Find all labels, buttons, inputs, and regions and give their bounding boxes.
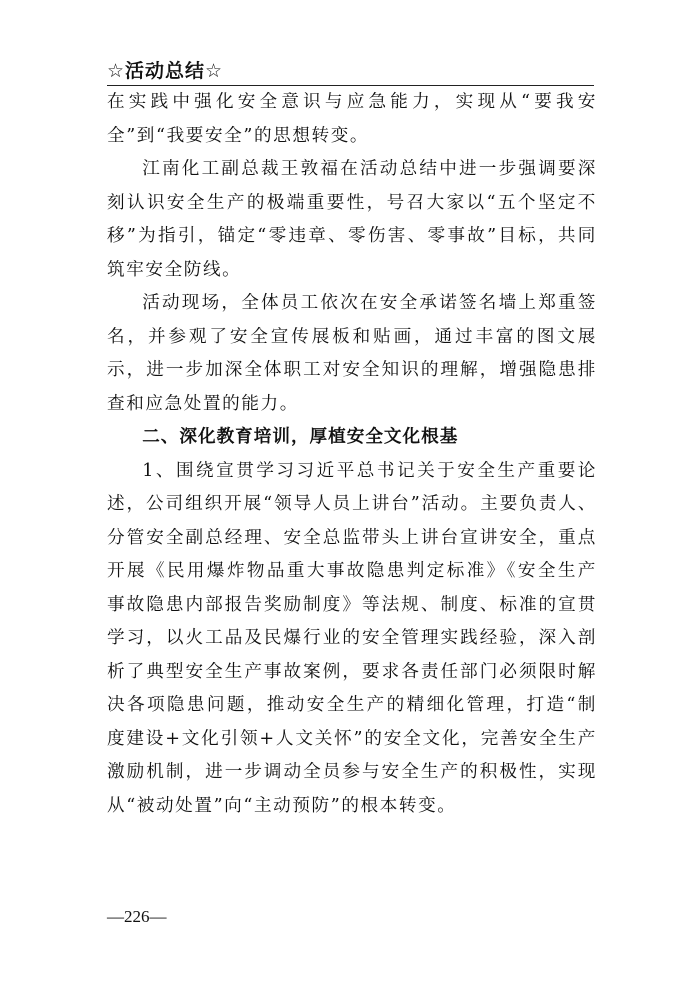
page-header — [107, 58, 594, 86]
paragraph-continuation: 在实践中强化安全意识与应急能力，实现从“要我安全”到“我要安全”的思想转变。 — [107, 92, 597, 146]
page-number: —226— — [107, 907, 167, 926]
document-body — [107, 86, 597, 823]
paragraph-training: 1、围绕宣贯学习习近平总书记关于安全生产重要论述，公司组织开展“领导人员上讲台”活动。主要负责人、分管安全副总经理、安全总监带头上讲台宣讲安全，重点开展《民用爆炸物品重大事故隐患判定标准》《安全生产事故隐患内部报告奖励制度》等法规、制度、标准的宣贯学习，以火工品及民爆行业的安全管理实践经验，深入剖析了典型安全生产事故案例，要求各责任部门必须限时解决各项隐患问题，推动安全生产的精细化管理，打造“制度建设+文化引领+人文关怀”的安全文化，完善安全生产激励机制，进一步调动全员参与安全生产的积极性，实现从“被动处置”向“主动预防”的根本转变。 — [107, 460, 597, 816]
section-heading: 二、深化教育培训，厚植安全文化根基 — [142, 427, 459, 447]
header-title: ☆活动总结☆ — [107, 60, 224, 82]
paragraph-activity-scene: 活动现场，全体员工依次在安全承诺签名墙上郑重签名，并参观了安全宣传展板和贴画，通过丰富的图文展示，进一步加深全体职工对安全知识的理解，增强隐患排查和应急处置的能力。 — [107, 293, 597, 414]
paragraph-summary-remarks: 江南化工副总裁王敦福在活动总结中进一步强调要深刻认识安全生产的极端重要性，号召大家以“五个坚定不移”为指引，锚定“零违章、零伤害、零事故”目标，共同筑牢安全防线。 — [107, 159, 597, 280]
